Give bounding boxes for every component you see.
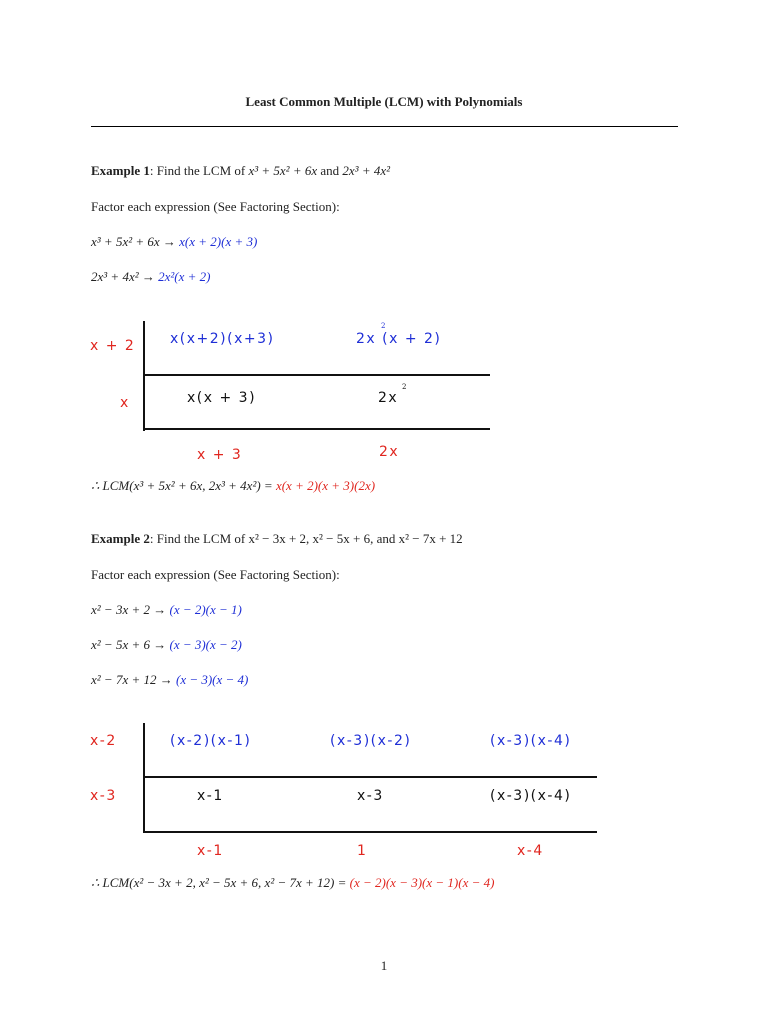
example1-label: Example 1 <box>91 163 150 178</box>
example2-line2-left: x² − 5x + 6 → <box>91 637 167 652</box>
example2-row1-cell-c: (x-3)(x-4) <box>490 733 572 749</box>
example2-line1-right: (x − 2)(x − 1) <box>169 602 242 617</box>
example2-factor-line-1 <box>91 602 242 618</box>
example1-row1-cell-b-exponent: 2 <box>381 322 386 330</box>
example2-line1-left: x² − 3x + 2 → <box>91 602 167 617</box>
example2-table-bottom-line <box>143 831 597 833</box>
example2-result <box>91 875 494 891</box>
example1-row2-cell-b-exponent: 2 <box>402 383 407 391</box>
example2-remainder-b: 1 <box>357 843 368 859</box>
example1-line2-right: 2x²(x + 2) <box>158 269 211 284</box>
example1-factor-line-2 <box>91 269 210 285</box>
example1-result-right: x(x + 2)(x + 3)(2x) <box>275 478 376 493</box>
example2-factor-intro: Factor each expression (See Factoring Section): <box>91 567 340 582</box>
example2-table-divider-line <box>143 776 597 778</box>
example1-result-left: ∴ LCM(x³ + 5x² + 6x, 2x³ + 4x²) = <box>91 478 273 493</box>
example1-prompt-prefix: : Find the LCM of <box>149 163 249 178</box>
example1-line1-left: x³ + 5x² + 6x → <box>91 234 176 249</box>
example2-result-left: ∴ LCM(x² − 3x + 2, x² − 5x + 6, x² − 7x + 12) = <box>91 875 347 890</box>
example1-factor-line-1 <box>91 234 257 250</box>
example1-row1-cell-b: 2x (x + 2) <box>356 331 442 347</box>
example2-row1-cell-a: (x-2)(x-1) <box>170 733 252 749</box>
example2-line3-right: (x − 3)(x − 4) <box>175 672 249 687</box>
example1-factor-intro: Factor each expression (See Factoring Section): <box>91 199 340 214</box>
example1-row1-cell-a: x(x+2)(x+3) <box>170 331 275 347</box>
example2-line3-left: x² − 7x + 12 → <box>91 672 173 687</box>
example1-row2-cell-a: x(x + 3) <box>187 390 257 406</box>
example1-prompt <box>91 163 390 179</box>
example2-remainder-c: x-4 <box>517 843 544 859</box>
example1-result <box>91 478 375 494</box>
example1-table-divider-line <box>143 374 490 376</box>
title-rule <box>91 126 678 127</box>
example1-expr-b: 2x³ + 4x² <box>342 163 391 178</box>
example2-divisor-2: x-3 <box>90 788 117 804</box>
example1-line2-left: 2x³ + 4x² → <box>91 269 155 284</box>
example2-remainder-a: x-1 <box>197 843 224 859</box>
example2-label: Example 2 <box>91 531 150 546</box>
example2-divisor-1: x-2 <box>90 733 117 749</box>
example1-line1-right: x(x + 2)(x + 3) <box>179 234 258 249</box>
example2-row1-cell-b: (x-3)(x-2) <box>330 733 412 749</box>
example2-prompt-text: : Find the LCM of x² − 3x + 2, x² − 5x + 6, and x² − 7x + 12 <box>149 531 463 546</box>
example1-expr-a: x³ + 5x² + 6x <box>248 163 318 178</box>
example1-divisor-2: x <box>120 395 130 411</box>
example2-line2-right: (x − 3)(x − 2) <box>169 637 242 652</box>
example2-factor-line-2 <box>91 637 242 653</box>
example2-prompt <box>91 531 463 547</box>
example2-factor-line-3 <box>91 672 248 688</box>
page-number: 1 <box>380 958 388 973</box>
example1-divisor-1: x + 2 <box>90 338 136 354</box>
example1-table-bottom-line <box>143 428 490 430</box>
example1-remainder-a: x + 3 <box>197 447 243 463</box>
example2-table-vertical-line <box>143 723 145 833</box>
example2-row2-cell-b: x-3 <box>357 788 384 804</box>
example2-row2-cell-a: x-1 <box>197 788 224 804</box>
example1-table-vertical-line <box>143 321 145 431</box>
example2-result-right: (x − 2)(x − 3)(x − 1)(x − 4) <box>349 875 495 890</box>
example1-and: and <box>317 163 343 178</box>
example1-row2-cell-b: 2x <box>378 390 399 406</box>
example2-row2-cell-c: (x-3)(x-4) <box>490 788 572 804</box>
example1-remainder-b: 2x <box>379 444 400 460</box>
page-title: Least Common Multiple (LCM) with Polynomials <box>245 94 523 109</box>
